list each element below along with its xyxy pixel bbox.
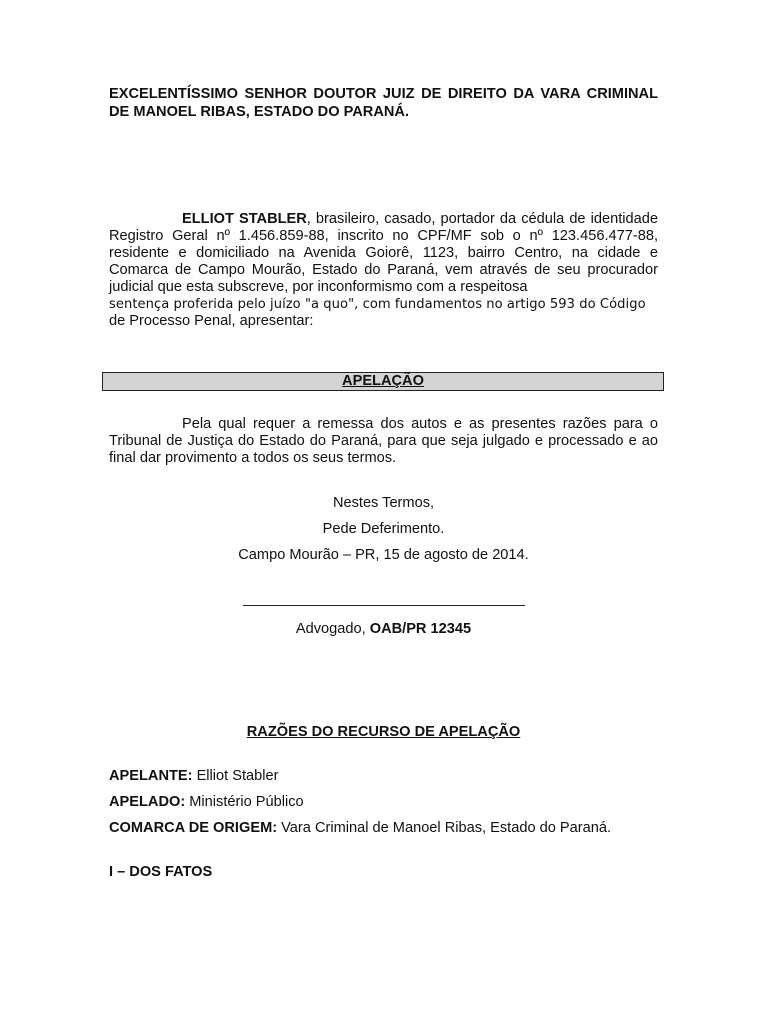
apelante-label: APELANTE: bbox=[109, 768, 193, 784]
apelado-value: Ministério Público bbox=[185, 794, 304, 810]
comarca-field bbox=[109, 820, 611, 837]
reasons-title: RAZÕES DO RECURSO DE APELAÇÃO bbox=[246, 724, 521, 740]
apelado-label: APELADO: bbox=[109, 794, 186, 810]
apelante-value: Elliot Stabler bbox=[192, 768, 279, 784]
oab-number: OAB/PR 12345 bbox=[369, 621, 472, 637]
request-text: Pela qual requer a remessa dos autos e as presentes razões para o Tribunal de Justiça do Estado do Paraná, para que seja julgado e processado e ao final dar provimento a todos os seus termos. bbox=[109, 416, 658, 466]
signature-line bbox=[243, 605, 525, 606]
comarca-label: COMARCA DE ORIGEM: bbox=[109, 820, 278, 836]
intro-alt-font-line: sentença proferida pelo juízo "a quo", com fundamentos no artigo 593 do Código bbox=[109, 297, 646, 312]
place-date: Campo Mourão – PR, 15 de agosto de 2014. bbox=[238, 547, 529, 563]
comarca-value: Vara Criminal de Manoel Ribas, Estado do Paraná. bbox=[277, 820, 612, 836]
intro-text: , brasileiro, casado, portador da cédula de identidade Registro Geral nº 1.456.859-88, inscrito no CPF/MF sob o nº 123.456.477-88, residente e domiciliado na Avenida Goiorê, 1123, bairro Centro, na cidade e Comarca de Campo Mourão, Estado do Paraná, vem através de seu procurador judicial que esta subscreve, por inconformismo com a respeitosa bbox=[109, 211, 658, 295]
request-paragraph bbox=[109, 416, 658, 467]
petition-intro bbox=[109, 211, 658, 330]
intro-last-line: de Processo Penal, apresentar: bbox=[109, 313, 314, 329]
apelado-field bbox=[109, 794, 304, 811]
apelacao-title-box: APELAÇÃO bbox=[102, 372, 664, 391]
signature-caption bbox=[109, 621, 658, 638]
appellant-name: ELLIOT STABLER bbox=[182, 211, 307, 227]
signature-prefix: Advogado, bbox=[295, 621, 370, 637]
document-heading: EXCELENTÍSSIMO SENHOR DOUTOR JUIZ DE DIREITO DA VARA CRIMINAL DE MANOEL RIBAS, ESTADO DO PARANÁ. bbox=[109, 86, 658, 120]
closing-line-1: Nestes Termos, bbox=[332, 495, 435, 511]
apelante-field bbox=[109, 768, 279, 785]
closing-line-2: Pede Deferimento. bbox=[322, 521, 445, 537]
section-dos-fatos: I – DOS FATOS bbox=[109, 864, 213, 880]
